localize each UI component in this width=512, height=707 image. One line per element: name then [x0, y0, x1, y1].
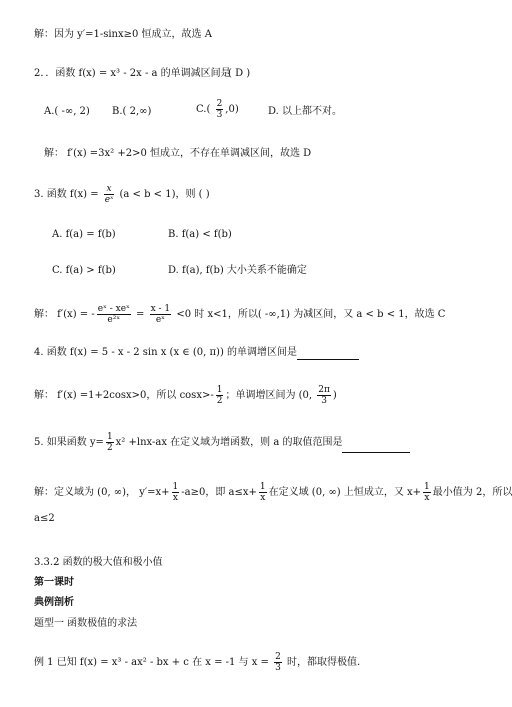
q3-option-b: B. f(a) < f(b) [168, 229, 232, 240]
q5-answer-blank [342, 442, 410, 453]
q3-solution-suffix: <0 时 x<1，所以( -∞,1) 为减区间，又 a < b < 1，故选 C [173, 309, 446, 320]
q3-stem-prefix: 3. 函数 f(x) = [34, 189, 102, 200]
q2-option-b: B.( 2,∞) [112, 106, 152, 117]
example-1-fraction [274, 652, 282, 673]
lesson-heading: 第一课时 [34, 577, 74, 588]
q3-option-c: C. f(a) > f(b) [52, 265, 116, 276]
q5-stem-fraction [106, 432, 114, 453]
q2-option-c-fraction [216, 99, 224, 120]
q4-solution-denominator-1: 2 [216, 396, 223, 406]
q2-solution: 解： f′(x) =3x² +2>0 恒成立，不存在单调减区间，故选 D [44, 148, 312, 159]
q4-solution-fraction-1 [216, 385, 224, 406]
example-1-prefix: 例 1 已知 f(x) = x³ - ax² - bx + c 在 x = -1 与 x = [34, 657, 273, 668]
q2-option-a: A.( -∞, 2) [44, 106, 90, 117]
q2-option-c [196, 99, 239, 120]
q5-solution-line-2: a≤2 [34, 513, 55, 524]
question-2-stem: 2．．函数 f(x) = x³ - 2x - a 的单调减区间是 [34, 68, 231, 79]
q4-solution-numerator-2: 2π [318, 385, 330, 395]
q3-solution-denominator-2: eˣ [155, 315, 165, 325]
q3-solution-denominator-1: e²ˣ [107, 315, 121, 325]
q5-solution-suffix: 最小值为 2，所以 [432, 487, 512, 498]
q4-solution-suffix: ) [332, 390, 337, 401]
q5-solution-middle-1: -a≥0，即 a≤x+ [181, 487, 257, 498]
q3-stem-fraction [104, 184, 115, 205]
q5-solution-denominator-1: x [172, 493, 178, 503]
q3-stem-denominator: eˣ [104, 195, 114, 205]
q2-option-c-numerator: 2 [216, 99, 223, 109]
q3-solution [34, 304, 445, 325]
q2-option-c-prefix: C.( [196, 104, 214, 115]
q4-solution-prefix: 解： f′(x) =1+2cosx>0，所以 cosx>- [34, 390, 214, 401]
q4-solution-numerator-1: 1 [216, 385, 223, 395]
question-2-answer: ( D ) [228, 68, 251, 79]
q5-solution-denominator-3: x [424, 493, 430, 503]
q2-option-d: D. 以上都不对。 [268, 106, 343, 117]
q3-stem-suffix: (a < b < 1)，则 ( ) [116, 189, 210, 200]
q5-solution-prefix: 解：定义域为 (0, ∞)， y′=x+ [34, 487, 170, 498]
q5-solution-numerator-1: 1 [172, 482, 179, 492]
example-1-numerator: 2 [275, 652, 281, 662]
q5-solution-middle-2: 在定义域 (0, ∞) 上恒成立，又 x+ [268, 487, 422, 498]
example-1-denominator: 3 [275, 663, 281, 673]
q5-solution [34, 482, 512, 503]
q4-solution-fraction-2 [317, 385, 331, 406]
example-1-suffix: 时，都取得极值. [283, 657, 361, 668]
example-1 [34, 652, 360, 673]
q2-option-c-suffix: ,0) [225, 104, 239, 115]
q5-stem-denominator: 2 [106, 443, 113, 453]
q5-solution-numerator-2: 1 [259, 482, 266, 492]
q5-stem-numerator: 1 [106, 432, 113, 442]
q5-solution-denominator-2: x [260, 493, 266, 503]
q3-solution-fraction-1 [97, 304, 131, 325]
q5-solution-numerator-3: 1 [424, 482, 430, 492]
q3-option-a: A. f(a) = f(b) [52, 229, 116, 240]
q3-solution-equals: = [132, 309, 148, 320]
q5-solution-fraction-3 [423, 482, 431, 503]
q4-answer-blank [297, 349, 359, 360]
q4-solution-denominator-2: 3 [321, 396, 327, 406]
q4-solution-middle: ；单调增区间为 (0, [225, 390, 316, 401]
q5-stem-prefix: 5. 如果函数 y= [34, 437, 104, 448]
q4-stem-text: 4. 函数 f(x) = 5 - x - 2 sin x (x ∈ (0, π)) 的单调增区间是 [34, 347, 298, 358]
solution-line-q1: 解：因为 y′=1-sinx≥0 恒成立，故选 A [34, 29, 212, 40]
q3-option-d: D. f(a), f(b) 大小关系不能确定 [168, 265, 307, 276]
q3-stem-numerator: x [104, 184, 115, 195]
q2-option-c-denominator: 3 [216, 110, 223, 120]
question-5-stem [34, 432, 410, 453]
q5-solution-fraction-1 [172, 482, 180, 503]
q5-solution-fraction-2 [259, 482, 267, 503]
q3-solution-numerator-2: x - 1 [150, 304, 171, 314]
q3-solution-numerator-1: eˣ - xeˣ [97, 304, 130, 314]
question-3-stem [34, 184, 210, 205]
q3-solution-fraction-2 [150, 304, 172, 325]
type-heading: 题型一 函数极值的求法 [34, 618, 138, 629]
section-heading: 3.3.2 函数的极大值和极小值 [34, 557, 163, 568]
q4-solution [34, 385, 337, 406]
q5-stem-suffix: x² +lnx-ax 在定义域为增函数，则 a 的取值范围是 [115, 437, 343, 448]
question-4-stem [34, 346, 359, 360]
q3-solution-prefix: 解： f′(x) = - [34, 309, 95, 320]
analysis-heading: 典例剖析 [34, 597, 74, 608]
